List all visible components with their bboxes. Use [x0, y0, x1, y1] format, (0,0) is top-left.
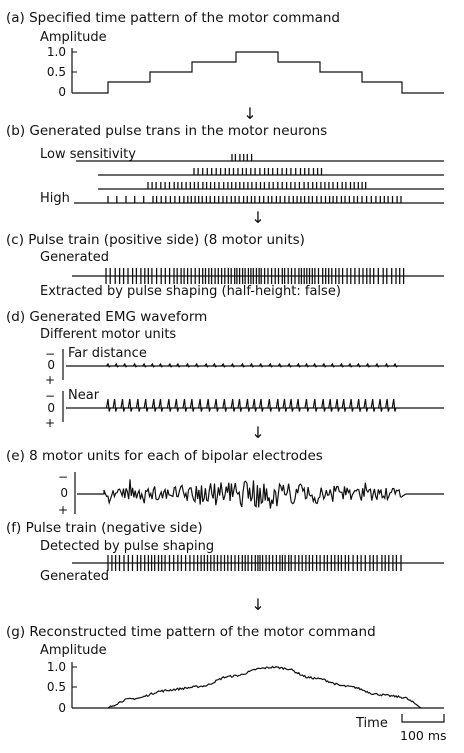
panel-d-far-label: Far distance — [68, 346, 147, 361]
panel-e-zero: 0 — [60, 486, 68, 500]
panel-c-pulse-train — [72, 268, 444, 284]
emg-near-spike — [223, 399, 227, 412]
panel-d-subtitle: Different motor units — [40, 327, 177, 342]
panel-e-title: (e) 8 motor units for each of bipolar electrodes — [6, 448, 323, 464]
panel-a-ytick-05: 0.5 — [46, 65, 66, 79]
emg-near-spike — [336, 399, 340, 412]
emg-near-spike — [183, 399, 187, 412]
panel-d-near-zero: 0 — [47, 401, 55, 415]
emg-near-spike — [121, 399, 125, 412]
emg-near-spike — [253, 399, 257, 412]
emg-near-spike — [238, 399, 242, 412]
emg-near-spike — [313, 399, 317, 412]
panel-g-ytick-1: 1.0 — [46, 660, 66, 674]
time-scale-bar — [402, 714, 444, 722]
time-scale-label: 100 ms — [400, 728, 447, 743]
panel-b-high-label: High — [40, 191, 70, 206]
panel-b-low-label: Low sensitivity — [40, 147, 136, 162]
arrow-d-e: ↓ — [251, 423, 265, 442]
emg-near-spike — [342, 399, 346, 412]
panel-f-pulse-train — [72, 555, 444, 571]
emg-near-spike — [350, 399, 354, 412]
emg-near-spike — [246, 399, 250, 412]
panel-a-ytick-1: 1.0 — [46, 45, 66, 59]
emg-near-spike — [392, 399, 396, 412]
panel-d-far-zero: 0 — [47, 358, 55, 372]
emg-near-spike — [297, 399, 301, 412]
panel-g-reconstructed-curve — [108, 666, 421, 707]
arrow-b-c: ↓ — [251, 208, 265, 227]
panel-b-raster — [74, 154, 444, 203]
panel-g-ytick-0: 0 — [58, 701, 66, 715]
emg-near-spike — [290, 399, 294, 412]
panel-c-extracted-label: Extracted by pulse shaping (half-height: false) — [40, 284, 341, 299]
arrow-f-g: ↓ — [251, 595, 265, 614]
panel-g-time-label: Time — [356, 716, 388, 731]
emg-near-spike — [268, 399, 272, 412]
emg-near-spike — [283, 399, 287, 412]
emg-near-spike — [113, 399, 117, 412]
panel-c-title: (c) Pulse train (positive side) (8 motor units) — [6, 232, 305, 248]
emg-near-spike — [175, 399, 179, 412]
emg-near-spike — [276, 399, 280, 412]
panel-d-near-label: Near — [68, 388, 100, 403]
panel-c-generated-label: Generated — [40, 250, 109, 265]
panel-d-near-plus: + — [44, 416, 55, 430]
emg-near-spike — [136, 399, 140, 412]
emg-near-spike — [329, 399, 333, 412]
panel-d-far-waveform — [66, 364, 444, 367]
panel-b-title: (b) Generated pulse trans in the motor neurons — [6, 123, 328, 139]
emg-near-spike — [190, 399, 194, 412]
panel-e-minus: − — [57, 470, 68, 484]
emg-near-spike — [207, 399, 211, 412]
panel-g-ytick-05: 0.5 — [46, 680, 66, 694]
panel-d-near-minus: − — [44, 389, 55, 403]
panel-e-emg-waveform — [77, 479, 444, 508]
panel-a-step-pattern — [72, 52, 444, 93]
panel-d-far-minus: − — [44, 347, 55, 361]
emg-near-spike — [260, 399, 264, 412]
emg-near-spike — [215, 399, 219, 412]
emg-near-spike — [305, 399, 309, 412]
panel-g-ylabel: Amplitude — [40, 643, 107, 658]
emg-near-spike — [371, 399, 375, 412]
panel-f-detected-label: Detected by pulse shaping — [40, 539, 215, 554]
panel-a-ylabel: Amplitude — [40, 30, 107, 45]
emg-near-spike — [364, 399, 368, 412]
panel-f-generated-label: Generated — [40, 569, 109, 584]
panel-a-ytick-0: 0 — [58, 85, 66, 99]
panel-e-plus: + — [57, 503, 68, 517]
panel-d-near-waveform — [66, 399, 444, 412]
panel-f-title: (f) Pulse train (negative side) — [6, 520, 203, 536]
emg-near-spike — [379, 399, 383, 412]
emg-near-spike — [386, 399, 390, 412]
emg-near-spike — [144, 399, 148, 412]
arrow-a-b: ↓ — [243, 104, 257, 123]
panel-g-title: (g) Reconstructed time pattern of the motor command — [6, 624, 376, 640]
emg-near-spike — [199, 399, 203, 412]
emg-near-spike — [322, 399, 326, 412]
emg-near-spike — [107, 399, 111, 412]
panel-d-far-plus: + — [44, 373, 55, 387]
emg-near-spike — [152, 399, 156, 412]
emg-near-spike — [159, 399, 163, 412]
emg-near-spike — [357, 399, 361, 412]
panel-a-title: (a) Specified time pattern of the motor command — [6, 10, 341, 26]
emg-near-spike — [167, 399, 171, 412]
panel-d-title: (d) Generated EMG waveform — [6, 309, 208, 325]
emg-near-spike — [231, 399, 235, 412]
emg-near-spike — [128, 399, 132, 412]
